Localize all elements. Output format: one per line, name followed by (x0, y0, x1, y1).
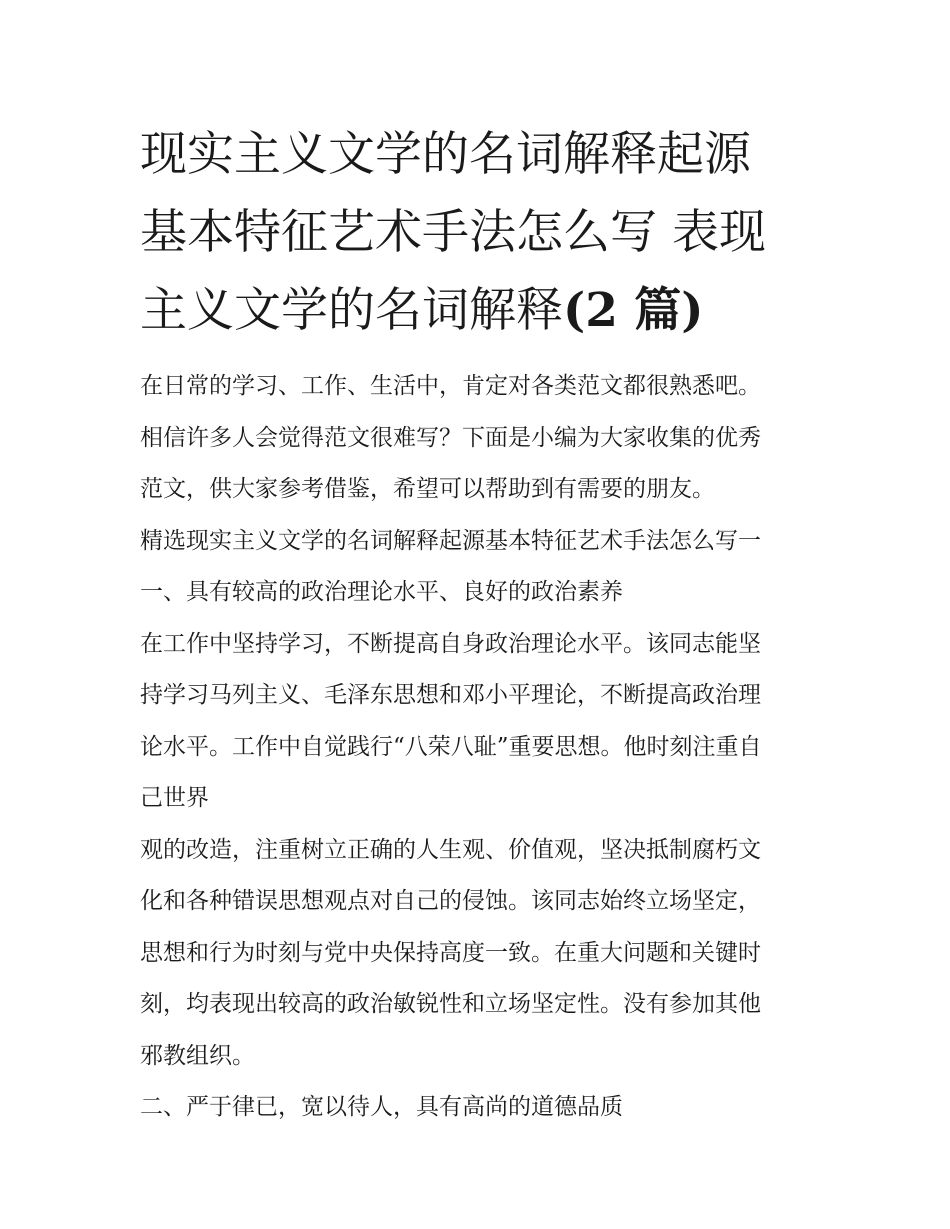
paragraph-study (140, 619, 820, 825)
title-line-3 (140, 272, 820, 350)
text-line: 刻，均表现出较高的政治敏锐性和立场坚定性。没有参加其他 (140, 991, 761, 1017)
paragraph-worldview (140, 825, 820, 1083)
paragraph-section-heading (140, 516, 820, 568)
document-title (140, 116, 820, 350)
paragraph-point-one (140, 567, 820, 619)
text-line: 精选现实主义文学的名词解释起源基本特征艺术手法怎么写一 (140, 527, 761, 554)
text-line: 持学习马列主义、毛泽东思想和邓小平理论，不断提高政治理 (140, 682, 761, 708)
title-line-3-text: 主义文学的名词解释 (140, 283, 563, 338)
text-line: 二、严于律已，宽以待人，具有高尚的道德品质 (140, 1094, 623, 1120)
paragraph-point-two (140, 1082, 820, 1134)
text-line: 相信许多人会觉得范文很难写？下面是小编为大家收集的优秀 (140, 424, 761, 451)
text-line: 论水平。工作中自觉践行“八荣八耻”重要思想。他时刻注重自 (140, 733, 762, 760)
text-line: 范文，供大家参考借鉴，希望可以帮助到有需要的朋友。 (140, 476, 715, 502)
text-line: 思想和行为时刻与党中央保持高度一致。在重大问题和关键时 (140, 939, 761, 966)
title-suffix: (2 篇) (563, 283, 704, 338)
text-line: 观的改造，注重树立正确的人生观、价值观，坚决抵制腐朽文 (140, 836, 761, 863)
title-line-1: 现实主义文学的名词解释起源 (140, 127, 751, 182)
text-line: 邪教组织。 (140, 1042, 255, 1069)
title-line-2: 基本特征艺术手法怎么写 表现 (140, 205, 766, 260)
document-page (140, 116, 820, 1134)
text-line: 在工作中坚持学习，不断提高自身政治理论水平。该同志能坚 (140, 630, 761, 657)
document-body (140, 361, 820, 1134)
paragraph-intro (140, 361, 820, 516)
text-line: 化和各种错误思想观点对自己的侵蚀。该同志始终立场坚定， (140, 888, 761, 914)
text-line: 己世界 (140, 785, 209, 811)
text-line: 在日常的学习、工作、生活中，肯定对各类范文都很熟悉吧。 (140, 373, 761, 399)
text-line: 一、具有较高的政治理论水平、良好的政治素养 (140, 579, 623, 605)
